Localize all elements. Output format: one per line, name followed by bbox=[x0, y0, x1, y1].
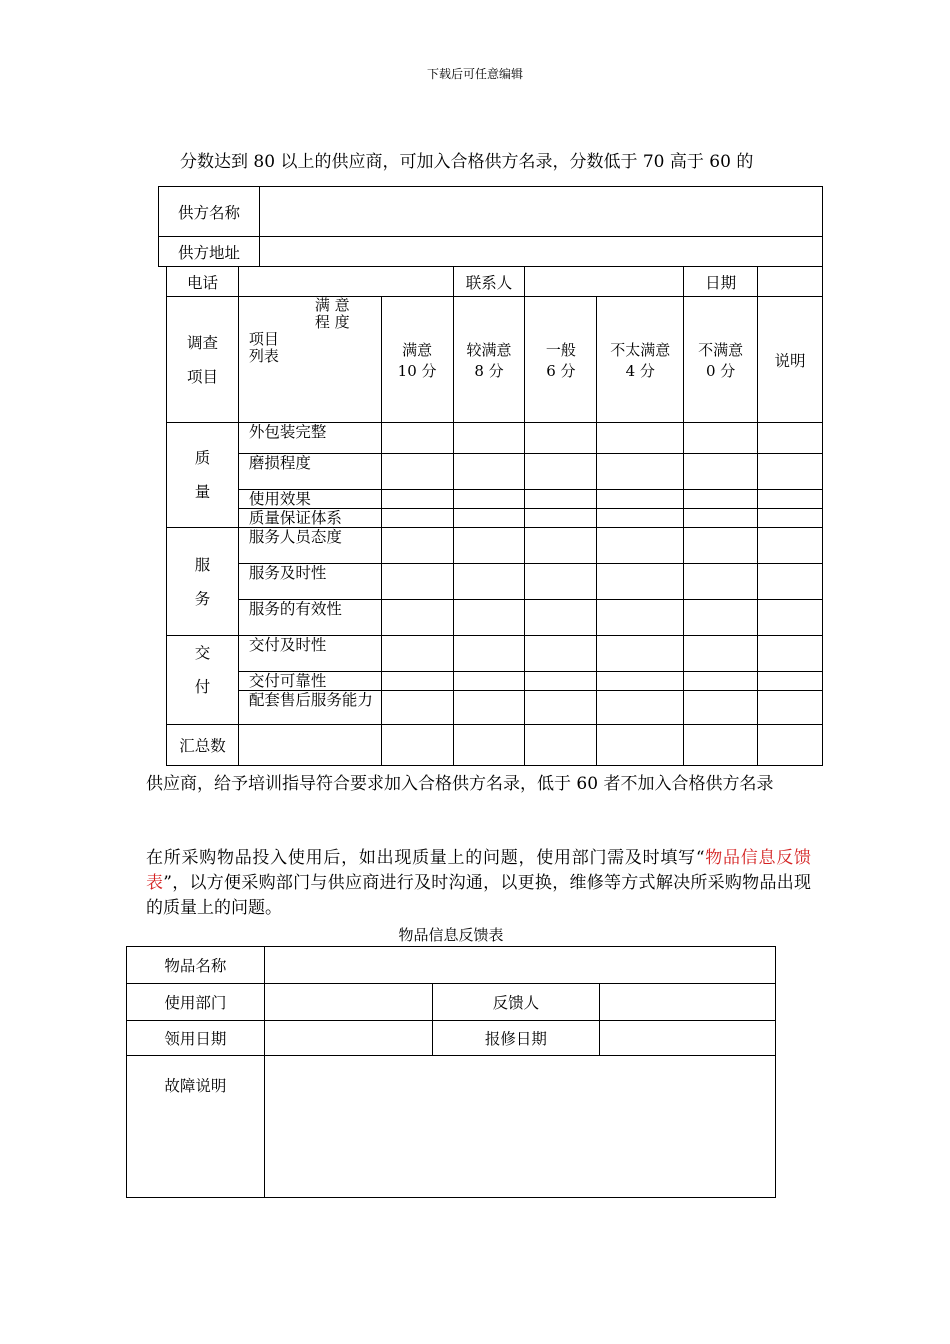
total-cell[interactable] bbox=[684, 725, 758, 766]
level-label: 不太满意 bbox=[610, 340, 671, 359]
level-score: 4 分 bbox=[625, 361, 655, 380]
score-cell[interactable] bbox=[525, 490, 597, 509]
supplier-info-table bbox=[158, 186, 823, 267]
score-cell[interactable] bbox=[684, 490, 758, 509]
score-cell[interactable] bbox=[525, 454, 597, 490]
score-cell[interactable] bbox=[597, 600, 684, 636]
score-cell[interactable] bbox=[525, 423, 597, 454]
level-not-very-satisfied bbox=[597, 297, 684, 423]
total-label: 汇总数 bbox=[167, 725, 239, 766]
score-cell[interactable] bbox=[453, 636, 525, 672]
instruction-text-2: ”，以方便采购部门与供应商进行及时沟通，以更换，维修等方式解决所采购物品出现的质量上的问题。 bbox=[146, 873, 811, 918]
dept-field[interactable] bbox=[264, 984, 432, 1021]
score-cell[interactable] bbox=[597, 672, 684, 691]
score-cell[interactable] bbox=[525, 672, 597, 691]
score-cell[interactable] bbox=[525, 509, 597, 528]
remark-cell[interactable] bbox=[758, 564, 823, 600]
remark-cell[interactable] bbox=[758, 672, 823, 691]
item-label: 服务的有效性 bbox=[238, 600, 381, 636]
remark-cell[interactable] bbox=[758, 691, 823, 725]
repair-date-label: 报修日期 bbox=[432, 1021, 600, 1056]
items-list-header: 项目 列表 bbox=[248, 330, 279, 365]
remark-cell[interactable] bbox=[758, 528, 823, 564]
score-cell[interactable] bbox=[381, 454, 453, 490]
after-table-paragraph: 供应商，给予培训指导符合要求加入合格供方名录，低于 60 者不加入合格供方名录 bbox=[146, 774, 774, 794]
score-cell[interactable] bbox=[381, 672, 453, 691]
category-delivery: 交 付 bbox=[167, 636, 239, 725]
score-cell[interactable] bbox=[684, 691, 758, 725]
level-fairly-satisfied bbox=[453, 297, 525, 423]
remark-cell[interactable] bbox=[758, 636, 823, 672]
score-cell[interactable] bbox=[381, 528, 453, 564]
date-field[interactable] bbox=[758, 267, 823, 297]
item-name-label: 物品名称 bbox=[127, 947, 265, 984]
remark-cell[interactable] bbox=[758, 509, 823, 528]
item-label: 磨损程度 bbox=[238, 454, 381, 490]
item-label: 交付可靠性 bbox=[238, 672, 381, 691]
supplier-name-label: 供方名称 bbox=[159, 187, 260, 237]
level-average bbox=[525, 297, 597, 423]
satisfaction-header: 满 意 程 度 bbox=[314, 296, 350, 331]
item-label: 外包装完整 bbox=[238, 423, 381, 454]
score-cell[interactable] bbox=[684, 423, 758, 454]
phone-field[interactable] bbox=[238, 267, 453, 297]
category-service: 服 务 bbox=[167, 528, 239, 636]
instruction-text-1: 在所采购物品投入使用后，如出现质量上的问题，使用部门需及时填写“ bbox=[146, 848, 705, 868]
table-row bbox=[167, 528, 823, 564]
feedback-table-title: 物品信息反馈表 bbox=[398, 926, 504, 944]
total-cell[interactable] bbox=[381, 725, 453, 766]
feedback-person-field[interactable] bbox=[600, 984, 776, 1021]
table-row bbox=[167, 454, 823, 490]
table-row bbox=[167, 672, 823, 691]
table-row bbox=[167, 490, 823, 509]
score-cell[interactable] bbox=[381, 600, 453, 636]
score-cell[interactable] bbox=[597, 490, 684, 509]
score-cell[interactable] bbox=[453, 509, 525, 528]
contact-field[interactable] bbox=[525, 267, 684, 297]
remark-cell[interactable] bbox=[758, 600, 823, 636]
level-label: 一般 bbox=[545, 340, 576, 359]
score-cell[interactable] bbox=[684, 509, 758, 528]
table-row bbox=[167, 691, 823, 725]
category-quality: 质 量 bbox=[167, 423, 239, 528]
table-row bbox=[167, 636, 823, 672]
diagonal-header-cell bbox=[238, 297, 381, 423]
remark-cell[interactable] bbox=[758, 490, 823, 509]
total-cell[interactable] bbox=[525, 725, 597, 766]
level-label: 满意 bbox=[402, 340, 433, 359]
page-header: 下载后可任意编辑 bbox=[426, 67, 523, 81]
score-cell[interactable] bbox=[525, 691, 597, 725]
score-cell[interactable] bbox=[381, 423, 453, 454]
score-cell[interactable] bbox=[453, 528, 525, 564]
level-score: 8 分 bbox=[474, 361, 504, 380]
score-cell[interactable] bbox=[684, 564, 758, 600]
total-cell[interactable] bbox=[597, 725, 684, 766]
feedback-instruction-paragraph bbox=[146, 846, 811, 921]
contact-row bbox=[167, 267, 823, 297]
level-label: 不满意 bbox=[698, 340, 744, 359]
header-row bbox=[167, 297, 823, 423]
survey-items-header: 调查 项目 bbox=[167, 297, 239, 423]
score-cell[interactable] bbox=[684, 528, 758, 564]
supplier-address-label: 供方地址 bbox=[159, 237, 260, 267]
score-cell[interactable] bbox=[684, 636, 758, 672]
table-row bbox=[167, 600, 823, 636]
date-label: 日期 bbox=[684, 267, 758, 297]
table-row bbox=[167, 564, 823, 600]
total-cell[interactable] bbox=[453, 725, 525, 766]
receive-date-label: 领用日期 bbox=[127, 1021, 265, 1056]
score-cell[interactable] bbox=[381, 564, 453, 600]
score-cell[interactable] bbox=[597, 691, 684, 725]
remark-cell[interactable] bbox=[758, 423, 823, 454]
fault-label: 故障说明 bbox=[127, 1056, 265, 1198]
dept-label: 使用部门 bbox=[127, 984, 265, 1021]
fault-description-field[interactable] bbox=[264, 1056, 775, 1198]
level-score: 0 分 bbox=[705, 361, 736, 380]
total-cell[interactable] bbox=[758, 725, 823, 766]
level-score: 10 分 bbox=[397, 361, 437, 380]
score-cell[interactable] bbox=[597, 509, 684, 528]
supplier-name-field[interactable] bbox=[260, 187, 823, 237]
score-cell[interactable] bbox=[453, 564, 525, 600]
score-cell[interactable] bbox=[381, 490, 453, 509]
table-row bbox=[167, 423, 823, 454]
supplier-address-field[interactable] bbox=[260, 237, 823, 267]
item-label: 配套售后服务能力 bbox=[238, 691, 381, 725]
item-name-field[interactable] bbox=[264, 947, 775, 984]
score-cell[interactable] bbox=[525, 528, 597, 564]
level-satisfied bbox=[381, 297, 453, 423]
score-cell[interactable] bbox=[597, 636, 684, 672]
feedback-form-name: 物品信息反馈表 bbox=[146, 848, 811, 893]
level-label: 较满意 bbox=[466, 340, 512, 359]
score-cell[interactable] bbox=[453, 691, 525, 725]
intro-paragraph: 分数达到 80 以上的供应商，可加入合格供方名录，分数低于 70 高于 60 的 bbox=[180, 152, 754, 172]
level-score: 6 分 bbox=[546, 361, 576, 380]
score-cell[interactable] bbox=[597, 528, 684, 564]
repair-date-field[interactable] bbox=[600, 1021, 776, 1056]
score-cell[interactable] bbox=[453, 454, 525, 490]
total-row bbox=[167, 725, 823, 766]
score-cell[interactable] bbox=[525, 600, 597, 636]
item-label: 使用效果 bbox=[238, 490, 381, 509]
contact-label: 联系人 bbox=[453, 267, 525, 297]
score-cell[interactable] bbox=[597, 423, 684, 454]
score-cell[interactable] bbox=[381, 636, 453, 672]
score-cell[interactable] bbox=[453, 672, 525, 691]
item-label: 服务及时性 bbox=[238, 564, 381, 600]
score-cell[interactable] bbox=[684, 454, 758, 490]
feedback-person-label: 反馈人 bbox=[432, 984, 600, 1021]
item-label: 质量保证体系 bbox=[238, 509, 381, 528]
score-cell[interactable] bbox=[525, 564, 597, 600]
score-cell[interactable] bbox=[381, 691, 453, 725]
score-cell[interactable] bbox=[381, 509, 453, 528]
score-cell[interactable] bbox=[453, 490, 525, 509]
level-dissatisfied bbox=[684, 297, 758, 423]
score-cell[interactable] bbox=[597, 564, 684, 600]
score-cell[interactable] bbox=[684, 672, 758, 691]
item-feedback-table bbox=[126, 946, 776, 1198]
score-cell[interactable] bbox=[453, 423, 525, 454]
score-cell[interactable] bbox=[597, 454, 684, 490]
table-row bbox=[167, 509, 823, 528]
total-cell[interactable] bbox=[238, 725, 381, 766]
phone-label: 电话 bbox=[167, 267, 239, 297]
score-cell[interactable] bbox=[453, 600, 525, 636]
item-label: 交付及时性 bbox=[238, 636, 381, 672]
remark-cell[interactable] bbox=[758, 454, 823, 490]
remark-header: 说明 bbox=[758, 297, 823, 423]
score-cell[interactable] bbox=[684, 600, 758, 636]
supplier-evaluation-table bbox=[166, 266, 823, 766]
item-label: 服务人员态度 bbox=[238, 528, 381, 564]
score-cell[interactable] bbox=[525, 636, 597, 672]
receive-date-field[interactable] bbox=[264, 1021, 432, 1056]
